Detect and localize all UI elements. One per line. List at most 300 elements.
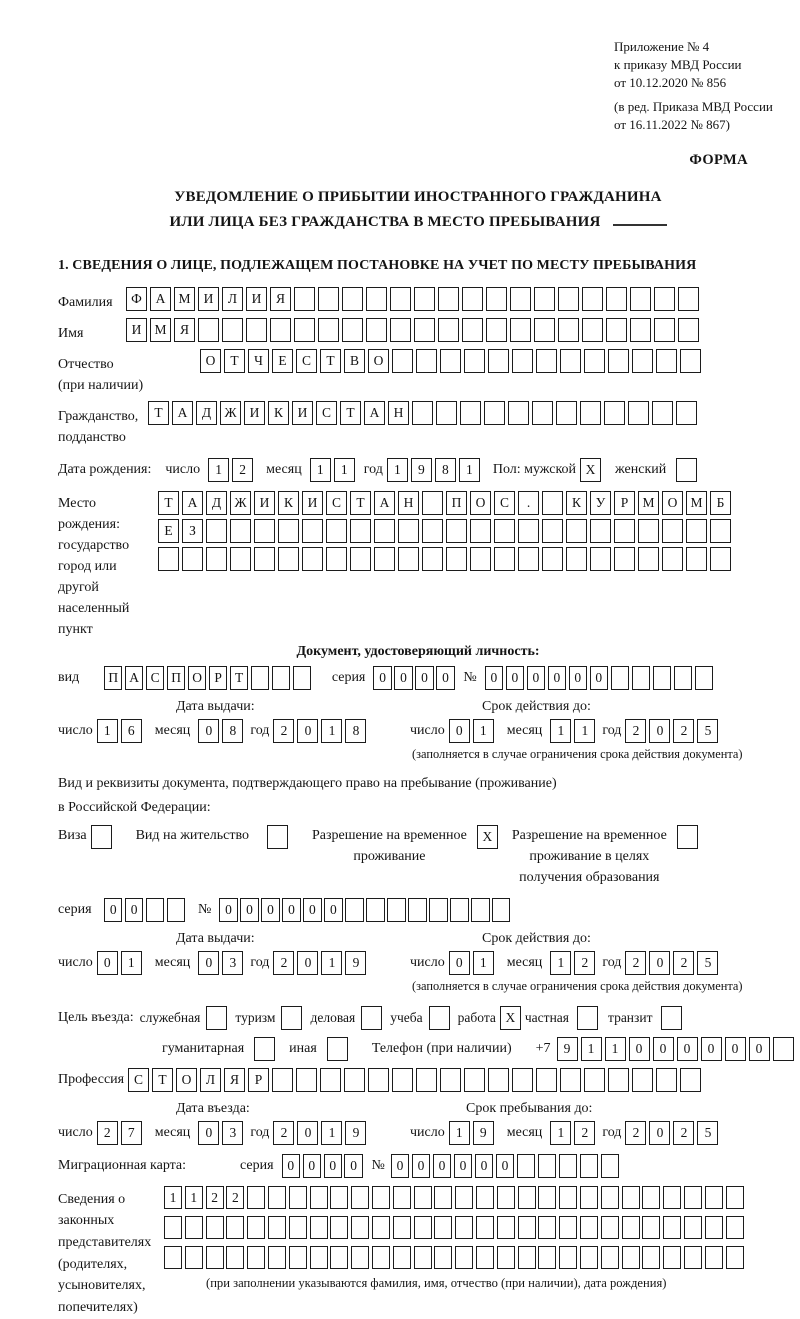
char-cell[interactable] — [510, 287, 531, 311]
char-cell[interactable]: 0 — [653, 1037, 674, 1061]
char-cell[interactable]: 1 — [473, 951, 494, 975]
char-cell[interactable] — [422, 547, 443, 571]
char-cell[interactable]: Б — [710, 491, 731, 515]
char-cell[interactable]: 9 — [473, 1121, 494, 1145]
char-cell[interactable] — [611, 666, 629, 690]
char-cell[interactable]: Т — [158, 491, 179, 515]
char-cell[interactable]: 2 — [273, 719, 294, 743]
char-cell[interactable] — [580, 401, 601, 425]
char-cell[interactable] — [608, 1068, 629, 1092]
char-cell[interactable] — [270, 318, 291, 342]
char-cell[interactable]: 0 — [394, 666, 412, 690]
char-cell[interactable]: 0 — [297, 951, 318, 975]
char-cell[interactable] — [206, 1246, 224, 1269]
char-cell[interactable]: 0 — [725, 1037, 746, 1061]
char-cell[interactable]: 1 — [334, 458, 355, 482]
char-cell[interactable] — [206, 519, 227, 543]
char-cell[interactable] — [438, 318, 459, 342]
char-cell[interactable]: 2 — [226, 1186, 244, 1209]
char-cell[interactable]: 8 — [345, 719, 366, 743]
char-cell[interactable] — [374, 519, 395, 543]
char-cell[interactable]: И — [254, 491, 275, 515]
char-cell[interactable] — [440, 349, 461, 373]
char-cell[interactable]: 0 — [297, 1121, 318, 1145]
char-cell[interactable]: 0 — [449, 719, 470, 743]
char-cell[interactable] — [414, 1216, 432, 1239]
char-cell[interactable]: 0 — [125, 898, 143, 922]
char-cell[interactable] — [185, 1246, 203, 1269]
char-cell[interactable]: Ч — [248, 349, 269, 373]
char-cell[interactable]: 7 — [121, 1121, 142, 1145]
char-cell[interactable]: П — [446, 491, 467, 515]
char-cell[interactable] — [497, 1246, 515, 1269]
char-cell[interactable] — [486, 287, 507, 311]
char-cell[interactable] — [590, 519, 611, 543]
char-cell[interactable]: Е — [158, 519, 179, 543]
sex-female-checkbox[interactable] — [676, 458, 697, 482]
char-cell[interactable] — [632, 349, 653, 373]
char-cell[interactable] — [372, 1186, 390, 1209]
char-cell[interactable]: С — [316, 401, 337, 425]
char-cell[interactable] — [680, 1068, 701, 1092]
char-cell[interactable] — [436, 401, 457, 425]
char-cell[interactable]: 6 — [121, 719, 142, 743]
char-cell[interactable] — [429, 898, 447, 922]
char-cell[interactable] — [471, 898, 489, 922]
char-cell[interactable] — [622, 1186, 640, 1209]
char-cell[interactable] — [416, 349, 437, 373]
char-cell[interactable]: Я — [224, 1068, 245, 1092]
char-cell[interactable] — [330, 1246, 348, 1269]
char-cell[interactable]: С — [146, 666, 164, 690]
char-cell[interactable]: Л — [200, 1068, 221, 1092]
char-cell[interactable]: 0 — [506, 666, 524, 690]
char-cell[interactable]: 0 — [527, 666, 545, 690]
char-cell[interactable]: Л — [222, 287, 243, 311]
char-cell[interactable]: 2 — [273, 951, 294, 975]
char-cell[interactable] — [254, 547, 275, 571]
char-cell[interactable]: У — [590, 491, 611, 515]
char-cell[interactable] — [538, 1216, 556, 1239]
char-cell[interactable] — [330, 1216, 348, 1239]
char-cell[interactable] — [326, 547, 347, 571]
char-cell[interactable] — [488, 349, 509, 373]
char-cell[interactable] — [372, 1216, 390, 1239]
char-cell[interactable] — [532, 401, 553, 425]
char-cell[interactable]: 0 — [436, 666, 454, 690]
char-cell[interactable]: О — [200, 349, 221, 373]
char-cell[interactable] — [446, 519, 467, 543]
char-cell[interactable]: О — [188, 666, 206, 690]
char-cell[interactable]: 1 — [473, 719, 494, 743]
char-cell[interactable] — [601, 1154, 619, 1178]
char-cell[interactable] — [296, 1068, 317, 1092]
char-cell[interactable] — [164, 1216, 182, 1239]
char-cell[interactable]: 1 — [574, 719, 595, 743]
char-cell[interactable] — [434, 1216, 452, 1239]
char-cell[interactable] — [330, 1186, 348, 1209]
char-cell[interactable] — [366, 318, 387, 342]
purpose-humanitarian-checkbox[interactable] — [254, 1037, 275, 1061]
char-cell[interactable] — [414, 1246, 432, 1269]
char-cell[interactable]: С — [128, 1068, 149, 1092]
char-cell[interactable] — [470, 547, 491, 571]
residence-permit-checkbox[interactable] — [267, 825, 288, 849]
char-cell[interactable]: Р — [614, 491, 635, 515]
char-cell[interactable]: 2 — [574, 951, 595, 975]
char-cell[interactable]: И — [302, 491, 323, 515]
char-cell[interactable] — [726, 1246, 744, 1269]
char-cell[interactable] — [206, 547, 227, 571]
char-cell[interactable]: 1 — [459, 458, 480, 482]
char-cell[interactable]: 3 — [222, 951, 243, 975]
char-cell[interactable] — [536, 1068, 557, 1092]
char-cell[interactable]: О — [368, 349, 389, 373]
char-cell[interactable]: 1 — [208, 458, 229, 482]
char-cell[interactable] — [326, 519, 347, 543]
char-cell[interactable] — [222, 318, 243, 342]
char-cell[interactable] — [408, 898, 426, 922]
char-cell[interactable] — [601, 1216, 619, 1239]
char-cell[interactable]: 0 — [261, 898, 279, 922]
char-cell[interactable] — [559, 1186, 577, 1209]
char-cell[interactable] — [230, 547, 251, 571]
char-cell[interactable] — [398, 519, 419, 543]
char-cell[interactable] — [342, 318, 363, 342]
char-cell[interactable] — [584, 1068, 605, 1092]
char-cell[interactable]: Н — [398, 491, 419, 515]
char-cell[interactable]: 0 — [344, 1154, 362, 1178]
char-cell[interactable] — [392, 1068, 413, 1092]
purpose-transit-checkbox[interactable] — [661, 1006, 682, 1030]
char-cell[interactable]: И — [126, 318, 147, 342]
char-cell[interactable] — [318, 287, 339, 311]
char-cell[interactable] — [476, 1246, 494, 1269]
char-cell[interactable]: Е — [272, 349, 293, 373]
char-cell[interactable] — [422, 491, 443, 515]
char-cell[interactable] — [656, 349, 677, 373]
char-cell[interactable] — [226, 1246, 244, 1269]
char-cell[interactable] — [158, 547, 179, 571]
char-cell[interactable]: 0 — [198, 719, 219, 743]
char-cell[interactable]: 2 — [673, 951, 694, 975]
char-cell[interactable] — [294, 287, 315, 311]
char-cell[interactable] — [422, 519, 443, 543]
char-cell[interactable] — [470, 519, 491, 543]
purpose-study-checkbox[interactable] — [429, 1006, 450, 1030]
char-cell[interactable] — [674, 666, 692, 690]
char-cell[interactable]: С — [296, 349, 317, 373]
purpose-private-checkbox[interactable] — [577, 1006, 598, 1030]
char-cell[interactable]: 2 — [625, 719, 646, 743]
char-cell[interactable] — [582, 318, 603, 342]
char-cell[interactable] — [695, 666, 713, 690]
char-cell[interactable] — [416, 1068, 437, 1092]
char-cell[interactable]: 1 — [387, 458, 408, 482]
char-cell[interactable] — [350, 519, 371, 543]
char-cell[interactable] — [663, 1246, 681, 1269]
char-cell[interactable]: Т — [230, 666, 248, 690]
char-cell[interactable] — [344, 1068, 365, 1092]
char-cell[interactable] — [446, 547, 467, 571]
char-cell[interactable] — [652, 401, 673, 425]
char-cell[interactable] — [497, 1186, 515, 1209]
char-cell[interactable] — [582, 287, 603, 311]
char-cell[interactable] — [247, 1186, 265, 1209]
char-cell[interactable]: 0 — [449, 951, 470, 975]
char-cell[interactable] — [230, 519, 251, 543]
char-cell[interactable] — [462, 318, 483, 342]
char-cell[interactable] — [272, 666, 290, 690]
char-cell[interactable]: 8 — [435, 458, 456, 482]
char-cell[interactable] — [534, 287, 555, 311]
char-cell[interactable]: 5 — [697, 1121, 718, 1145]
char-cell[interactable] — [497, 1216, 515, 1239]
char-cell[interactable] — [614, 519, 635, 543]
char-cell[interactable] — [494, 519, 515, 543]
char-cell[interactable]: 0 — [324, 1154, 342, 1178]
char-cell[interactable] — [350, 547, 371, 571]
char-cell[interactable] — [538, 1154, 556, 1178]
char-cell[interactable]: А — [172, 401, 193, 425]
char-cell[interactable]: 0 — [303, 898, 321, 922]
char-cell[interactable]: 0 — [548, 666, 566, 690]
char-cell[interactable] — [542, 491, 563, 515]
char-cell[interactable] — [676, 401, 697, 425]
char-cell[interactable] — [464, 1068, 485, 1092]
char-cell[interactable]: М — [174, 287, 195, 311]
char-cell[interactable]: Н — [388, 401, 409, 425]
char-cell[interactable] — [604, 401, 625, 425]
char-cell[interactable] — [414, 318, 435, 342]
char-cell[interactable] — [559, 1216, 577, 1239]
char-cell[interactable] — [246, 318, 267, 342]
char-cell[interactable] — [559, 1154, 577, 1178]
char-cell[interactable]: 1 — [581, 1037, 602, 1061]
char-cell[interactable]: 0 — [97, 951, 118, 975]
char-cell[interactable] — [345, 898, 363, 922]
char-cell[interactable] — [268, 1186, 286, 1209]
char-cell[interactable]: 0 — [391, 1154, 409, 1178]
char-cell[interactable] — [584, 349, 605, 373]
purpose-work-checkbox[interactable]: X — [500, 1006, 521, 1030]
char-cell[interactable] — [559, 1246, 577, 1269]
char-cell[interactable]: 1 — [321, 951, 342, 975]
char-cell[interactable] — [294, 318, 315, 342]
char-cell[interactable] — [393, 1246, 411, 1269]
char-cell[interactable] — [455, 1186, 473, 1209]
char-cell[interactable] — [318, 318, 339, 342]
char-cell[interactable] — [278, 519, 299, 543]
char-cell[interactable]: 0 — [629, 1037, 650, 1061]
char-cell[interactable] — [534, 318, 555, 342]
char-cell[interactable] — [684, 1246, 702, 1269]
char-cell[interactable]: 1 — [121, 951, 142, 975]
char-cell[interactable]: 9 — [411, 458, 432, 482]
char-cell[interactable] — [302, 519, 323, 543]
sex-male-checkbox[interactable]: X — [580, 458, 601, 482]
char-cell[interactable]: 0 — [219, 898, 237, 922]
char-cell[interactable]: 3 — [222, 1121, 243, 1145]
char-cell[interactable]: М — [638, 491, 659, 515]
char-cell[interactable] — [622, 1246, 640, 1269]
char-cell[interactable]: 0 — [677, 1037, 698, 1061]
char-cell[interactable]: 2 — [232, 458, 253, 482]
char-cell[interactable] — [414, 287, 435, 311]
char-cell[interactable] — [656, 1068, 677, 1092]
char-cell[interactable] — [464, 349, 485, 373]
char-cell[interactable] — [438, 287, 459, 311]
char-cell[interactable] — [663, 1216, 681, 1239]
char-cell[interactable]: Я — [174, 318, 195, 342]
char-cell[interactable]: 0 — [749, 1037, 770, 1061]
char-cell[interactable] — [580, 1216, 598, 1239]
char-cell[interactable]: 0 — [475, 1154, 493, 1178]
char-cell[interactable] — [393, 1186, 411, 1209]
char-cell[interactable]: Р — [209, 666, 227, 690]
char-cell[interactable] — [726, 1216, 744, 1239]
temp-permit-checkbox[interactable]: X — [477, 825, 498, 849]
char-cell[interactable] — [351, 1246, 369, 1269]
char-cell[interactable] — [146, 898, 164, 922]
purpose-business-checkbox[interactable] — [361, 1006, 382, 1030]
char-cell[interactable]: 2 — [206, 1186, 224, 1209]
char-cell[interactable]: 0 — [198, 951, 219, 975]
char-cell[interactable]: А — [150, 287, 171, 311]
char-cell[interactable] — [630, 318, 651, 342]
char-cell[interactable]: Т — [350, 491, 371, 515]
char-cell[interactable] — [310, 1186, 328, 1209]
char-cell[interactable]: Я — [270, 287, 291, 311]
char-cell[interactable] — [366, 287, 387, 311]
char-cell[interactable] — [710, 547, 731, 571]
char-cell[interactable] — [601, 1246, 619, 1269]
purpose-tourism-checkbox[interactable] — [281, 1006, 302, 1030]
char-cell[interactable] — [484, 401, 505, 425]
char-cell[interactable]: П — [167, 666, 185, 690]
char-cell[interactable] — [678, 287, 699, 311]
char-cell[interactable]: 5 — [697, 951, 718, 975]
char-cell[interactable]: 0 — [303, 1154, 321, 1178]
char-cell[interactable]: 0 — [701, 1037, 722, 1061]
char-cell[interactable]: 0 — [198, 1121, 219, 1145]
char-cell[interactable] — [182, 547, 203, 571]
char-cell[interactable]: С — [494, 491, 515, 515]
edu-permit-checkbox[interactable] — [677, 825, 698, 849]
char-cell[interactable]: 2 — [273, 1121, 294, 1145]
char-cell[interactable]: К — [268, 401, 289, 425]
char-cell[interactable]: 0 — [373, 666, 391, 690]
char-cell[interactable] — [684, 1216, 702, 1239]
char-cell[interactable]: 1 — [550, 951, 571, 975]
char-cell[interactable]: Ф — [126, 287, 147, 311]
char-cell[interactable] — [517, 1154, 535, 1178]
char-cell[interactable]: Т — [224, 349, 245, 373]
char-cell[interactable]: А — [374, 491, 395, 515]
char-cell[interactable] — [560, 349, 581, 373]
char-cell[interactable] — [455, 1216, 473, 1239]
char-cell[interactable] — [488, 1068, 509, 1092]
char-cell[interactable] — [662, 547, 683, 571]
char-cell[interactable]: 2 — [97, 1121, 118, 1145]
char-cell[interactable]: 1 — [605, 1037, 626, 1061]
char-cell[interactable]: 0 — [454, 1154, 472, 1178]
char-cell[interactable] — [247, 1246, 265, 1269]
char-cell[interactable]: 1 — [164, 1186, 182, 1209]
char-cell[interactable] — [606, 318, 627, 342]
char-cell[interactable]: 9 — [557, 1037, 578, 1061]
char-cell[interactable] — [678, 318, 699, 342]
char-cell[interactable] — [542, 547, 563, 571]
char-cell[interactable] — [566, 547, 587, 571]
char-cell[interactable] — [254, 519, 275, 543]
char-cell[interactable]: Т — [148, 401, 169, 425]
char-cell[interactable] — [510, 318, 531, 342]
char-cell[interactable] — [302, 547, 323, 571]
char-cell[interactable]: . — [518, 491, 539, 515]
char-cell[interactable] — [580, 1154, 598, 1178]
char-cell[interactable] — [198, 318, 219, 342]
char-cell[interactable]: О — [176, 1068, 197, 1092]
char-cell[interactable] — [518, 547, 539, 571]
char-cell[interactable] — [705, 1186, 723, 1209]
char-cell[interactable] — [164, 1246, 182, 1269]
char-cell[interactable] — [226, 1216, 244, 1239]
char-cell[interactable] — [773, 1037, 794, 1061]
char-cell[interactable] — [289, 1246, 307, 1269]
char-cell[interactable] — [414, 1186, 432, 1209]
char-cell[interactable]: 0 — [433, 1154, 451, 1178]
char-cell[interactable] — [642, 1216, 660, 1239]
char-cell[interactable]: 9 — [345, 951, 366, 975]
char-cell[interactable] — [556, 401, 577, 425]
char-cell[interactable] — [293, 666, 311, 690]
char-cell[interactable] — [518, 1186, 536, 1209]
char-cell[interactable] — [632, 666, 650, 690]
char-cell[interactable] — [538, 1186, 556, 1209]
char-cell[interactable]: 0 — [649, 719, 670, 743]
char-cell[interactable] — [440, 1068, 461, 1092]
char-cell[interactable]: 1 — [321, 1121, 342, 1145]
char-cell[interactable] — [310, 1216, 328, 1239]
char-cell[interactable] — [663, 1186, 681, 1209]
char-cell[interactable] — [654, 287, 675, 311]
char-cell[interactable]: 1 — [310, 458, 331, 482]
char-cell[interactable]: 0 — [649, 1121, 670, 1145]
char-cell[interactable]: А — [125, 666, 143, 690]
char-cell[interactable] — [492, 898, 510, 922]
char-cell[interactable]: 0 — [104, 898, 122, 922]
char-cell[interactable] — [167, 898, 185, 922]
char-cell[interactable]: Д — [206, 491, 227, 515]
char-cell[interactable] — [638, 519, 659, 543]
char-cell[interactable]: О — [662, 491, 683, 515]
char-cell[interactable]: Т — [152, 1068, 173, 1092]
char-cell[interactable]: 0 — [282, 1154, 300, 1178]
char-cell[interactable] — [351, 1216, 369, 1239]
char-cell[interactable] — [398, 547, 419, 571]
char-cell[interactable] — [542, 519, 563, 543]
char-cell[interactable] — [486, 318, 507, 342]
char-cell[interactable] — [272, 1068, 293, 1092]
char-cell[interactable] — [608, 349, 629, 373]
char-cell[interactable]: 8 — [222, 719, 243, 743]
char-cell[interactable] — [580, 1246, 598, 1269]
char-cell[interactable] — [310, 1246, 328, 1269]
char-cell[interactable]: Ж — [230, 491, 251, 515]
char-cell[interactable]: Т — [320, 349, 341, 373]
char-cell[interactable] — [638, 547, 659, 571]
